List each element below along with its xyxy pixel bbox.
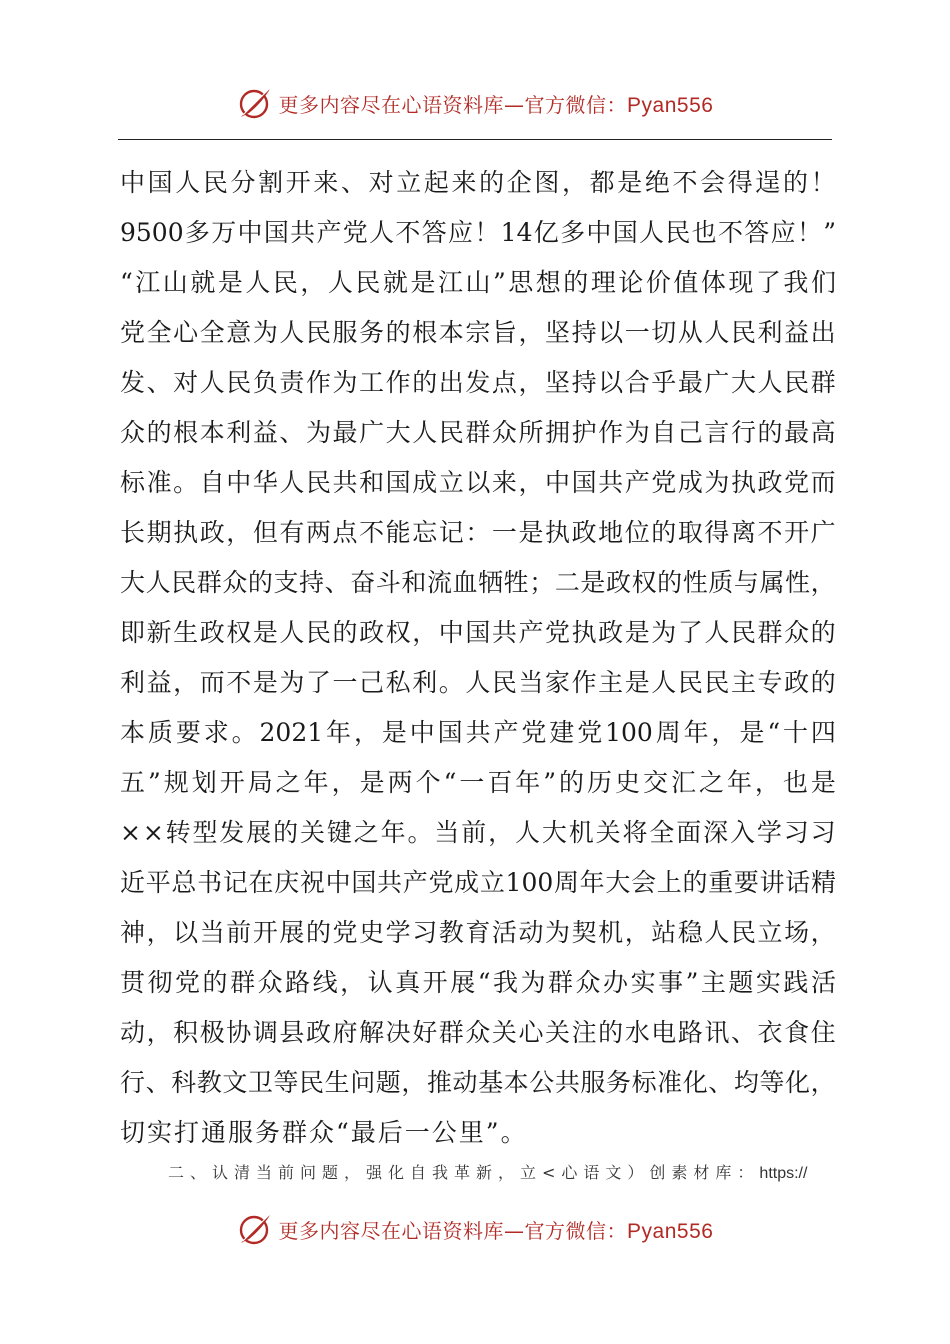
text-line: × × 转 型 发 展 的 关 键 之 年 。 当 前 ， 人 大 机 关 将 全 面 深 入 学 习 习 [120,818,836,847]
document-body [120,158,836,1158]
text-line: 行 、 科 教 文 卫 等 民 生 问 题 ， 推 动 基 本 公 共 服 务 标 准 化 、 均 等 化 ， [120,1068,836,1097]
text-line: 中 国 人 民 分 割 开 来 、 对 立 起 来 的 企 图 ， 都 是 绝 不 会 得 逞 的 ！ [120,168,836,197]
text-line: 切实打通服务群众“最后一公里”。 [120,1118,528,1147]
header-banner-text [279,89,714,118]
header-banner [0,80,950,126]
header-wechat-id: Pyan556 [627,93,714,117]
text-line: 五 ” 规 划 开 局 之 年 ， 是 两 个 “ 一 百 年 ” 的 历 史 交 汇 之 年 ， 也 是 [120,768,836,797]
text-line: 长 期 执 政 ， 但 有 两 点 不 能 忘 记 ： 一 是 执 政 地 位 的 取 得 离 不 开 广 [120,518,836,547]
header-banner-label: 更多内容尽在心语资料库—官方微信： [278,92,628,117]
text-line: 利 益 ， 而 不 是 为 了 一 己 私 利 。 人 民 当 家 作 主 是 人 民 民 主 专 政 的 [120,668,836,697]
text-line: 标 准 。 自 中 华 人 民 共 和 国 成 立 以 来 ， 中 国 共 产 党 成 为 执 政 党 而 [120,468,836,497]
footer-banner [0,1206,950,1252]
text-line: 众 的 根 本 利 益 、 为 最 广 大 人 民 群 众 所 拥 护 作 为 自 己 言 行 的 最 高 [120,418,836,447]
footer-wechat-id: Pyan556 [627,1219,714,1243]
text-line: “ 江 山 就 是 人 民 ， 人 民 就 是 江 山 ” 思 想 的 理 论 价 值 体 现 了 我 们 [120,268,836,297]
text-line: 党 全 心 全 意 为 人 民 服 务 的 根 本 宗 旨 ， 坚 持 以 一 切 从 人 民 利 益 出 [120,318,836,347]
text-line: 近 平 总 书 记 在 庆 祝 中 国 共 产 党 成 立 100 周 年 大 会 上 的 重 要 讲 话 精 [120,868,836,897]
text-line: 大 人 民 群 众 的 支 持 、 奋 斗 和 流 血 牺 牲 ； 二 是 政 权 的 性 质 与 属 性 ， [120,568,836,597]
text-line: 9500 多 万 中 国 共 产 党 人 不 答 应 ！ 14 亿 多 中 国 人 民 也 不 答 应 ！ ” [120,218,836,247]
quill-logo-icon [237,1211,273,1247]
text-line: 本 质 要 求 。 2021 年 ， 是 中 国 共 产 党 建 党 100 周 年 ， 是 “ 十 四 [120,718,836,747]
footer-banner-label: 更多内容尽在心语资料库—官方微信： [278,1218,628,1243]
text-line: 即 新 生 政 权 是 人 民 的 政 权 ， 中 国 共 产 党 执 政 是 为 了 人 民 群 众 的 [120,618,836,647]
text-line: 神 ， 以 当 前 开 展 的 党 史 学 习 教 育 活 动 为 契 机 ， 站 稳 人 民 立 场 ， [120,918,836,947]
text-line: 动 ， 积 极 协 调 县 政 府 解 决 好 群 众 关 心 关 注 的 水 电 路 讯 、 衣 食 住 [120,1018,836,1047]
section-heading [168,1158,807,1188]
header-divider [118,139,832,140]
section-heading-url[interactable]: https:// [759,1165,808,1182]
footer-banner-text [279,1215,714,1244]
quill-logo-icon [237,85,273,121]
text-line: 贯 彻 党 的 群 众 路 线 ， 认 真 开 展 “ 我 为 群 众 办 实 事 ” 主 题 实 践 活 [120,968,836,997]
text-line: 发 、 对 人 民 负 责 作 为 工 作 的 出 发 点 ， 坚 持 以 合 乎 最 广 大 人 民 群 [120,368,836,397]
section-heading-text: 二、认清当前问题，强化自我革新，立<心语文）创素材库： [168,1163,760,1182]
